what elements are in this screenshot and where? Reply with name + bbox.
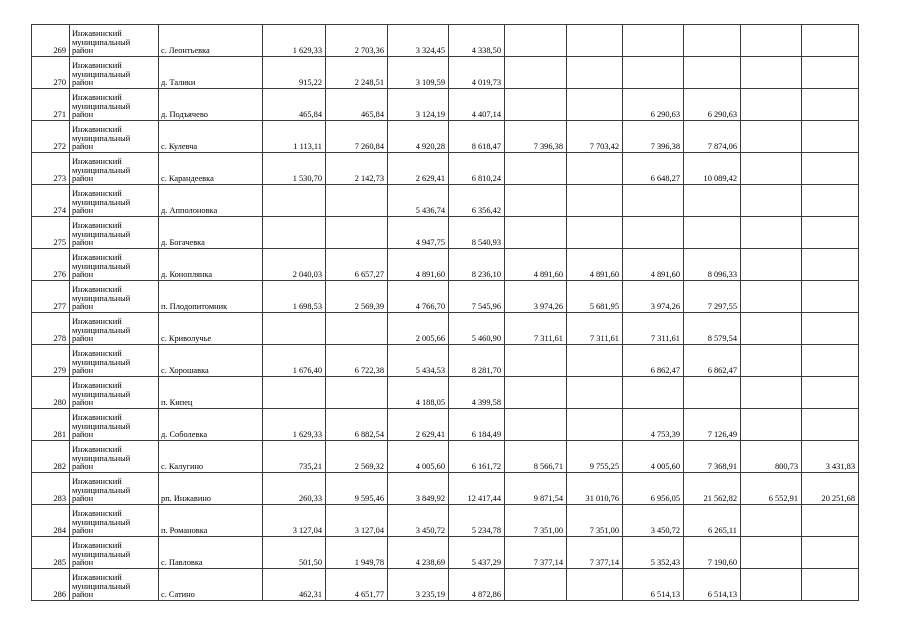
value-cell: 9 755,25 (567, 441, 623, 473)
row-number: 282 (32, 441, 70, 473)
district-name: Инжавинский муниципальный район (70, 249, 159, 281)
value-cell (802, 345, 859, 377)
value-cell (684, 217, 741, 249)
value-cell: 6 290,63 (684, 89, 741, 121)
table-row (32, 569, 859, 601)
settlement-name: с. Карандеевка (159, 153, 263, 185)
value-cell (802, 505, 859, 537)
value-cell (505, 345, 567, 377)
value-cell (505, 25, 567, 57)
value-cell: 2 703,36 (326, 25, 388, 57)
value-cell: 4 005,60 (388, 441, 449, 473)
value-cell: 5 352,43 (623, 537, 684, 569)
value-cell: 4 891,60 (567, 249, 623, 281)
value-cell (505, 153, 567, 185)
value-cell (802, 121, 859, 153)
district-name: Инжавинский муниципальный район (70, 153, 159, 185)
value-cell: 4 651,77 (326, 569, 388, 601)
value-cell (623, 217, 684, 249)
table-row (32, 121, 859, 153)
table-row (32, 441, 859, 473)
value-cell (567, 153, 623, 185)
value-cell (802, 57, 859, 89)
value-cell: 7 311,61 (505, 313, 567, 345)
row-number: 280 (32, 377, 70, 409)
value-cell: 7 190,60 (684, 537, 741, 569)
value-cell (623, 25, 684, 57)
value-cell: 3 127,04 (326, 505, 388, 537)
value-cell (263, 313, 326, 345)
value-cell (741, 313, 802, 345)
district-name: Инжавинский муниципальный район (70, 473, 159, 505)
row-number: 279 (32, 345, 70, 377)
value-cell: 6 161,72 (449, 441, 505, 473)
district-name: Инжавинский муниципальный район (70, 313, 159, 345)
value-cell (802, 217, 859, 249)
value-cell: 4 920,28 (388, 121, 449, 153)
value-cell (802, 313, 859, 345)
value-cell: 3 324,45 (388, 25, 449, 57)
value-cell: 7 396,38 (623, 121, 684, 153)
value-cell: 3 127,04 (263, 505, 326, 537)
value-cell (567, 217, 623, 249)
value-cell (505, 185, 567, 217)
value-cell: 9 871,54 (505, 473, 567, 505)
value-cell: 3 109,59 (388, 57, 449, 89)
table-row (32, 473, 859, 505)
value-cell: 7 311,61 (567, 313, 623, 345)
value-cell (684, 377, 741, 409)
row-number: 275 (32, 217, 70, 249)
row-number: 272 (32, 121, 70, 153)
value-cell: 7 545,96 (449, 281, 505, 313)
value-cell: 2 005,66 (388, 313, 449, 345)
value-cell (326, 313, 388, 345)
value-cell: 2 142,73 (326, 153, 388, 185)
table-row (32, 505, 859, 537)
settlement-name: с. Павловка (159, 537, 263, 569)
value-cell: 3 974,26 (505, 281, 567, 313)
district-name: Инжавинский муниципальный район (70, 281, 159, 313)
value-cell (741, 249, 802, 281)
value-cell (623, 57, 684, 89)
value-cell (505, 377, 567, 409)
value-cell (741, 217, 802, 249)
value-cell (741, 25, 802, 57)
row-number: 277 (32, 281, 70, 313)
value-cell: 3 124,19 (388, 89, 449, 121)
row-number: 274 (32, 185, 70, 217)
settlement-name: с. Сатино (159, 569, 263, 601)
value-cell (567, 409, 623, 441)
table-row (32, 25, 859, 57)
district-name: Инжавинский муниципальный район (70, 25, 159, 57)
table-row (32, 217, 859, 249)
settlement-name: с. Криволучье (159, 313, 263, 345)
row-number: 284 (32, 505, 70, 537)
district-name: Инжавинский муниципальный район (70, 377, 159, 409)
value-cell: 6 514,13 (684, 569, 741, 601)
value-cell: 6 862,47 (623, 345, 684, 377)
value-cell (741, 121, 802, 153)
table-row (32, 249, 859, 281)
settlement-name: с. Хорошавка (159, 345, 263, 377)
value-cell (505, 89, 567, 121)
value-cell (741, 409, 802, 441)
settlement-name: с. Леонтьевка (159, 25, 263, 57)
value-cell: 1 629,33 (263, 409, 326, 441)
value-cell (567, 89, 623, 121)
value-cell: 6 810,24 (449, 153, 505, 185)
value-cell (326, 185, 388, 217)
value-cell (741, 377, 802, 409)
value-cell: 7 351,00 (567, 505, 623, 537)
value-cell: 5 437,29 (449, 537, 505, 569)
value-cell (802, 281, 859, 313)
settlement-name: д. Подъячево (159, 89, 263, 121)
settlement-name: д. Апполоновка (159, 185, 263, 217)
value-cell (263, 377, 326, 409)
row-number: 270 (32, 57, 70, 89)
value-cell: 6 722,38 (326, 345, 388, 377)
value-cell: 4 399,58 (449, 377, 505, 409)
value-cell (802, 377, 859, 409)
value-cell: 4 766,70 (388, 281, 449, 313)
value-cell: 4 891,60 (623, 249, 684, 281)
value-cell (263, 217, 326, 249)
value-cell: 3 974,26 (623, 281, 684, 313)
value-cell (567, 569, 623, 601)
value-cell: 5 460,90 (449, 313, 505, 345)
value-cell (567, 345, 623, 377)
value-cell: 1 530,70 (263, 153, 326, 185)
value-cell: 3 431,83 (802, 441, 859, 473)
value-cell: 5 436,74 (388, 185, 449, 217)
value-cell (741, 153, 802, 185)
district-name: Инжавинский муниципальный район (70, 217, 159, 249)
value-cell: 31 010,76 (567, 473, 623, 505)
value-cell (326, 377, 388, 409)
value-cell: 260,33 (263, 473, 326, 505)
table-row (32, 153, 859, 185)
settlement-name: п. Романовка (159, 505, 263, 537)
value-cell: 1 629,33 (263, 25, 326, 57)
value-cell (802, 153, 859, 185)
value-cell: 7 260,84 (326, 121, 388, 153)
value-cell (802, 25, 859, 57)
value-cell: 6 956,05 (623, 473, 684, 505)
table-row (32, 89, 859, 121)
value-cell: 800,73 (741, 441, 802, 473)
value-cell: 4 891,60 (505, 249, 567, 281)
row-number: 276 (32, 249, 70, 281)
value-cell: 6 356,42 (449, 185, 505, 217)
table-row (32, 377, 859, 409)
table-row (32, 185, 859, 217)
value-cell: 6 648,27 (623, 153, 684, 185)
value-cell (741, 569, 802, 601)
value-cell: 9 595,46 (326, 473, 388, 505)
value-cell (567, 185, 623, 217)
row-number: 269 (32, 25, 70, 57)
district-name: Инжавинский муниципальный район (70, 121, 159, 153)
value-cell: 2 629,41 (388, 153, 449, 185)
value-cell: 3 235,19 (388, 569, 449, 601)
value-cell: 6 290,63 (623, 89, 684, 121)
value-cell: 7 368,91 (684, 441, 741, 473)
value-cell: 5 434,53 (388, 345, 449, 377)
district-name: Инжавинский муниципальный район (70, 345, 159, 377)
value-cell (623, 185, 684, 217)
value-cell: 915,22 (263, 57, 326, 89)
value-cell (741, 57, 802, 89)
value-cell (802, 569, 859, 601)
value-cell: 7 377,14 (567, 537, 623, 569)
value-cell (741, 185, 802, 217)
value-cell (505, 569, 567, 601)
value-cell (567, 25, 623, 57)
value-cell (567, 377, 623, 409)
value-cell: 4 238,69 (388, 537, 449, 569)
value-cell: 501,50 (263, 537, 326, 569)
settlement-name: д. Богачевка (159, 217, 263, 249)
value-cell: 3 450,72 (623, 505, 684, 537)
settlement-name: п. Плодопитомник (159, 281, 263, 313)
settlement-name: д. Коноплянка (159, 249, 263, 281)
value-cell (802, 89, 859, 121)
value-cell: 8 566,71 (505, 441, 567, 473)
value-cell: 4 753,39 (623, 409, 684, 441)
value-cell: 4 407,14 (449, 89, 505, 121)
value-cell: 2 248,51 (326, 57, 388, 89)
row-number: 286 (32, 569, 70, 601)
value-cell: 4 891,60 (388, 249, 449, 281)
value-cell: 8 618,47 (449, 121, 505, 153)
value-cell: 4 872,86 (449, 569, 505, 601)
value-cell (802, 185, 859, 217)
value-cell: 4 947,75 (388, 217, 449, 249)
value-cell (741, 281, 802, 313)
value-cell: 4 188,05 (388, 377, 449, 409)
value-cell (567, 57, 623, 89)
value-cell: 1 676,40 (263, 345, 326, 377)
value-cell: 6 882,54 (326, 409, 388, 441)
table-row (32, 537, 859, 569)
value-cell: 7 377,14 (505, 537, 567, 569)
value-cell: 7 126,49 (684, 409, 741, 441)
district-name: Инжавинский муниципальный район (70, 89, 159, 121)
value-cell: 2 040,03 (263, 249, 326, 281)
value-cell: 735,21 (263, 441, 326, 473)
value-cell: 1 113,11 (263, 121, 326, 153)
table-row (32, 57, 859, 89)
value-cell (505, 57, 567, 89)
row-number: 271 (32, 89, 70, 121)
row-number: 278 (32, 313, 70, 345)
value-cell: 21 562,82 (684, 473, 741, 505)
settlement-name: п. Кипец (159, 377, 263, 409)
value-cell (505, 217, 567, 249)
value-cell: 6 552,91 (741, 473, 802, 505)
table-row (32, 345, 859, 377)
value-cell: 5 234,78 (449, 505, 505, 537)
value-cell: 8 281,70 (449, 345, 505, 377)
district-name: Инжавинский муниципальный район (70, 185, 159, 217)
value-cell: 2 629,41 (388, 409, 449, 441)
table-row (32, 313, 859, 345)
value-cell: 4 338,50 (449, 25, 505, 57)
value-cell (741, 89, 802, 121)
settlement-name: с. Кулевча (159, 121, 263, 153)
value-cell (505, 409, 567, 441)
value-cell: 6 862,47 (684, 345, 741, 377)
settlement-name: д. Талики (159, 57, 263, 89)
value-cell: 2 569,32 (326, 441, 388, 473)
table-row (32, 409, 859, 441)
value-cell: 7 297,55 (684, 281, 741, 313)
tariff-table (31, 24, 859, 601)
district-name: Инжавинский муниципальный район (70, 57, 159, 89)
value-cell: 7 311,61 (623, 313, 684, 345)
value-cell: 2 569,39 (326, 281, 388, 313)
settlement-name: с. Калугино (159, 441, 263, 473)
value-cell (802, 249, 859, 281)
settlement-name: д. Соболевка (159, 409, 263, 441)
district-name: Инжавинский муниципальный район (70, 569, 159, 601)
value-cell: 5 681,95 (567, 281, 623, 313)
value-cell: 6 184,49 (449, 409, 505, 441)
value-cell (802, 409, 859, 441)
row-number: 281 (32, 409, 70, 441)
value-cell: 4 019,73 (449, 57, 505, 89)
district-name: Инжавинский муниципальный район (70, 537, 159, 569)
value-cell: 6 657,27 (326, 249, 388, 281)
value-cell: 8 096,33 (684, 249, 741, 281)
value-cell: 12 417,44 (449, 473, 505, 505)
settlement-name: рп. Инжавино (159, 473, 263, 505)
value-cell (684, 185, 741, 217)
district-name: Инжавинский муниципальный район (70, 505, 159, 537)
value-cell (263, 185, 326, 217)
value-cell: 465,84 (326, 89, 388, 121)
value-cell: 6 265,11 (684, 505, 741, 537)
value-cell: 7 351,00 (505, 505, 567, 537)
value-cell: 462,31 (263, 569, 326, 601)
value-cell: 1 698,53 (263, 281, 326, 313)
value-cell (684, 25, 741, 57)
row-number: 273 (32, 153, 70, 185)
value-cell (741, 537, 802, 569)
value-cell: 7 874,06 (684, 121, 741, 153)
row-number: 283 (32, 473, 70, 505)
value-cell: 8 579,54 (684, 313, 741, 345)
value-cell: 7 703,42 (567, 121, 623, 153)
value-cell: 3 450,72 (388, 505, 449, 537)
table-row (32, 281, 859, 313)
value-cell: 20 251,68 (802, 473, 859, 505)
value-cell: 7 396,38 (505, 121, 567, 153)
value-cell: 465,84 (263, 89, 326, 121)
value-cell (684, 57, 741, 89)
value-cell (741, 505, 802, 537)
value-cell (623, 377, 684, 409)
value-cell (326, 217, 388, 249)
value-cell: 8 236,10 (449, 249, 505, 281)
value-cell: 6 514,13 (623, 569, 684, 601)
value-cell: 8 540,93 (449, 217, 505, 249)
district-name: Инжавинский муниципальный район (70, 441, 159, 473)
value-cell: 4 005,60 (623, 441, 684, 473)
district-name: Инжавинский муниципальный район (70, 409, 159, 441)
value-cell: 1 949,78 (326, 537, 388, 569)
value-cell: 10 089,42 (684, 153, 741, 185)
value-cell (802, 537, 859, 569)
value-cell (741, 345, 802, 377)
row-number: 285 (32, 537, 70, 569)
value-cell: 3 849,92 (388, 473, 449, 505)
